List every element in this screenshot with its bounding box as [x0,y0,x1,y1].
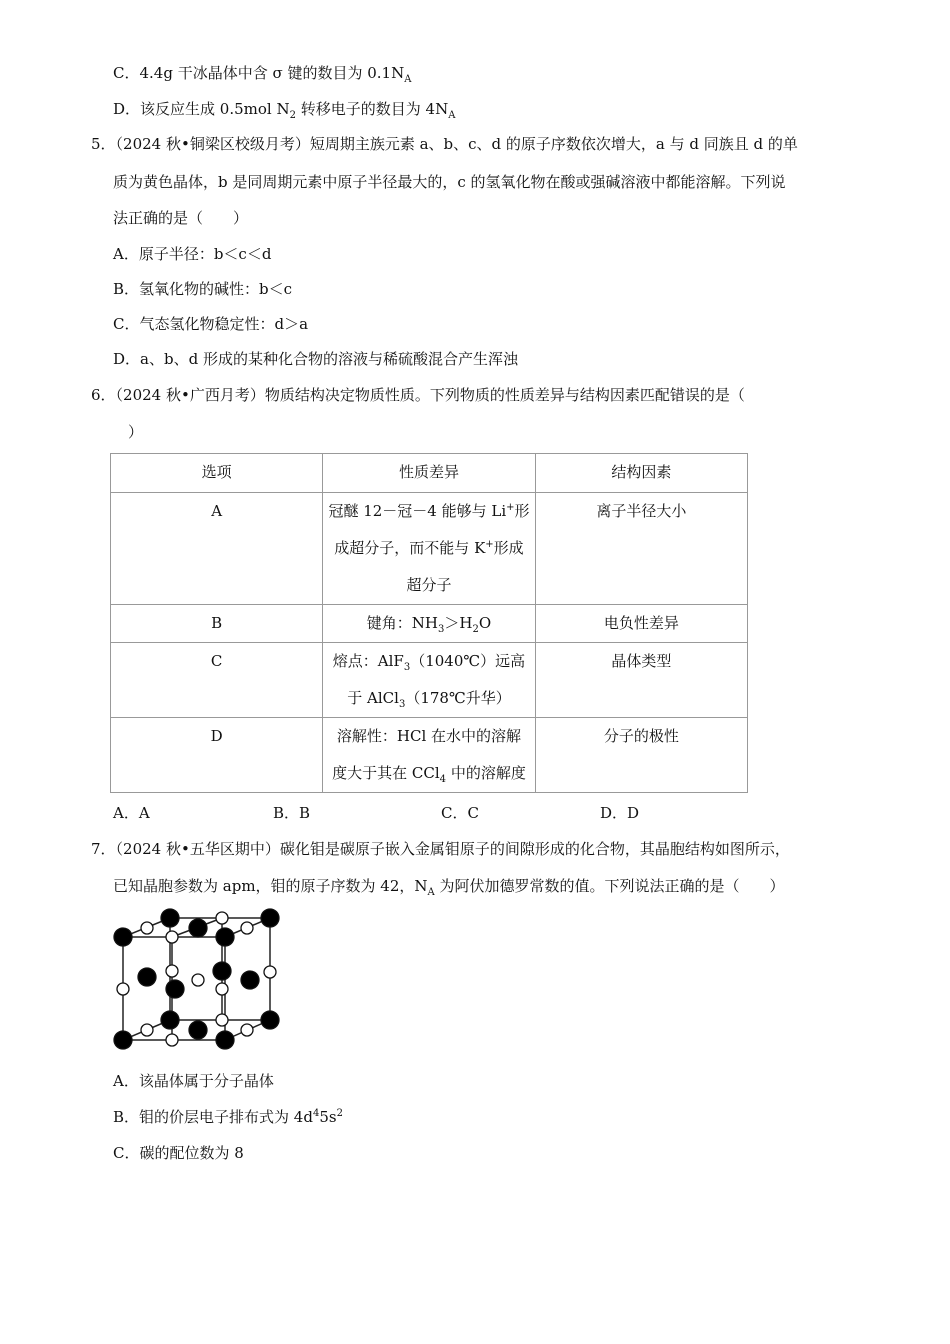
table-cell-property: 溶解性：HCl 在水中的溶解 度大于其在 CCl$_4$ 中的溶解度 [323,718,536,793]
q4-option-d: D．该反应生成 0.5mol $N_2$ 转移电子的数目为 $4N_A$ [113,100,456,121]
table-cell-property: 熔点：AlF$_3$（1040℃）远高 于 AlCl$_3$（178℃升华） [323,643,536,718]
q7-option-a: A．该晶体属于分子晶体 [113,1072,274,1090]
table-cell-option: B [111,605,323,643]
q5-option-c: C．气态氢化物稳定性：d＞a [113,315,309,333]
table-cell-factor: 电负性差异 [535,605,747,643]
q7-stem-line1: 7．（2024 秋•五华区期中）碳化钼是碳原子嵌入金属钼原子的间隙形成的化合物，其晶胞结构如图所示， [91,840,790,858]
q5-stem-line2: 质为黄色晶体，b 是同周期元素中原子半径最大的，c 的氢氧化物在酸或强碱溶液中都能溶解。下列说 [113,173,786,191]
crystal-structure-figure [110,905,290,1060]
table-cell-option: D [111,718,323,793]
table-cell-option: A [111,493,323,605]
table-cell-factor: 分子的极性 [535,718,747,793]
q6-option-d: D．D [600,804,640,822]
q7-option-c: C．碳的配位数为 8 [113,1144,244,1162]
q5-option-a: A．原子半径：b＜c＜d [113,245,272,263]
table-header-row [111,454,748,493]
q6-stem-line1: 6．（2024 秋•广西月考）物质结构决定物质性质。下列物质的性质差异与结构因素匹配错误的是（ [91,386,745,404]
table-cell-option: C [111,643,323,718]
table-row-b [111,605,748,643]
q5-stem-line3: 法正确的是（ ） [113,209,249,227]
q7-stem-line2: 已知晶胞参数为 apm，钼的原子序数为 42，$N_A$ 为阿伏加德罗常数的值。下列说法正确的是（ ） [113,877,785,898]
table-cell-factor: 离子半径大小 [535,493,747,605]
q6-option-a: A．A [113,804,150,822]
q6-option-c: C．C [441,804,479,822]
q6-table [110,453,748,793]
table-cell-property: 冠醚 12－冠－4 能够与 Li+形 成超分子，而不能与 K+形成 超分子 [323,493,536,605]
table-header-property: 性质差异 [323,454,536,493]
q7-option-b: B．钼的价层电子排布式为 $4d^45s^2$ [113,1108,343,1126]
q5-option-b: B．氢氧化物的碱性：b＜c [113,280,293,298]
table-row-c [111,643,748,718]
table-cell-property: 键角：$NH_3>H_2O$ [323,605,536,643]
q5-stem-line1: 5．（2024 秋•铜梁区校级月考）短周期主族元素 a、b、c、d 的原子序数依次增大，a 与 d 同族且 d 的单 [91,135,798,153]
table-row-d [111,718,748,793]
q6-option-b: B．B [273,804,311,822]
table-header-factor: 结构因素 [535,454,747,493]
q4-option-c: C．4.4g 干冰晶体中含 σ 键的数目为 $0.1N_A$ [113,64,412,85]
q5-option-d: D．a、b、d 形成的某种化合物的溶液与稀硫酸混合产生浑浊 [113,350,518,368]
table-cell-factor: 晶体类型 [535,643,747,718]
table-row-a [111,493,748,605]
q6-stem-line2: ） [128,423,144,441]
table-header-option: 选项 [111,454,323,493]
